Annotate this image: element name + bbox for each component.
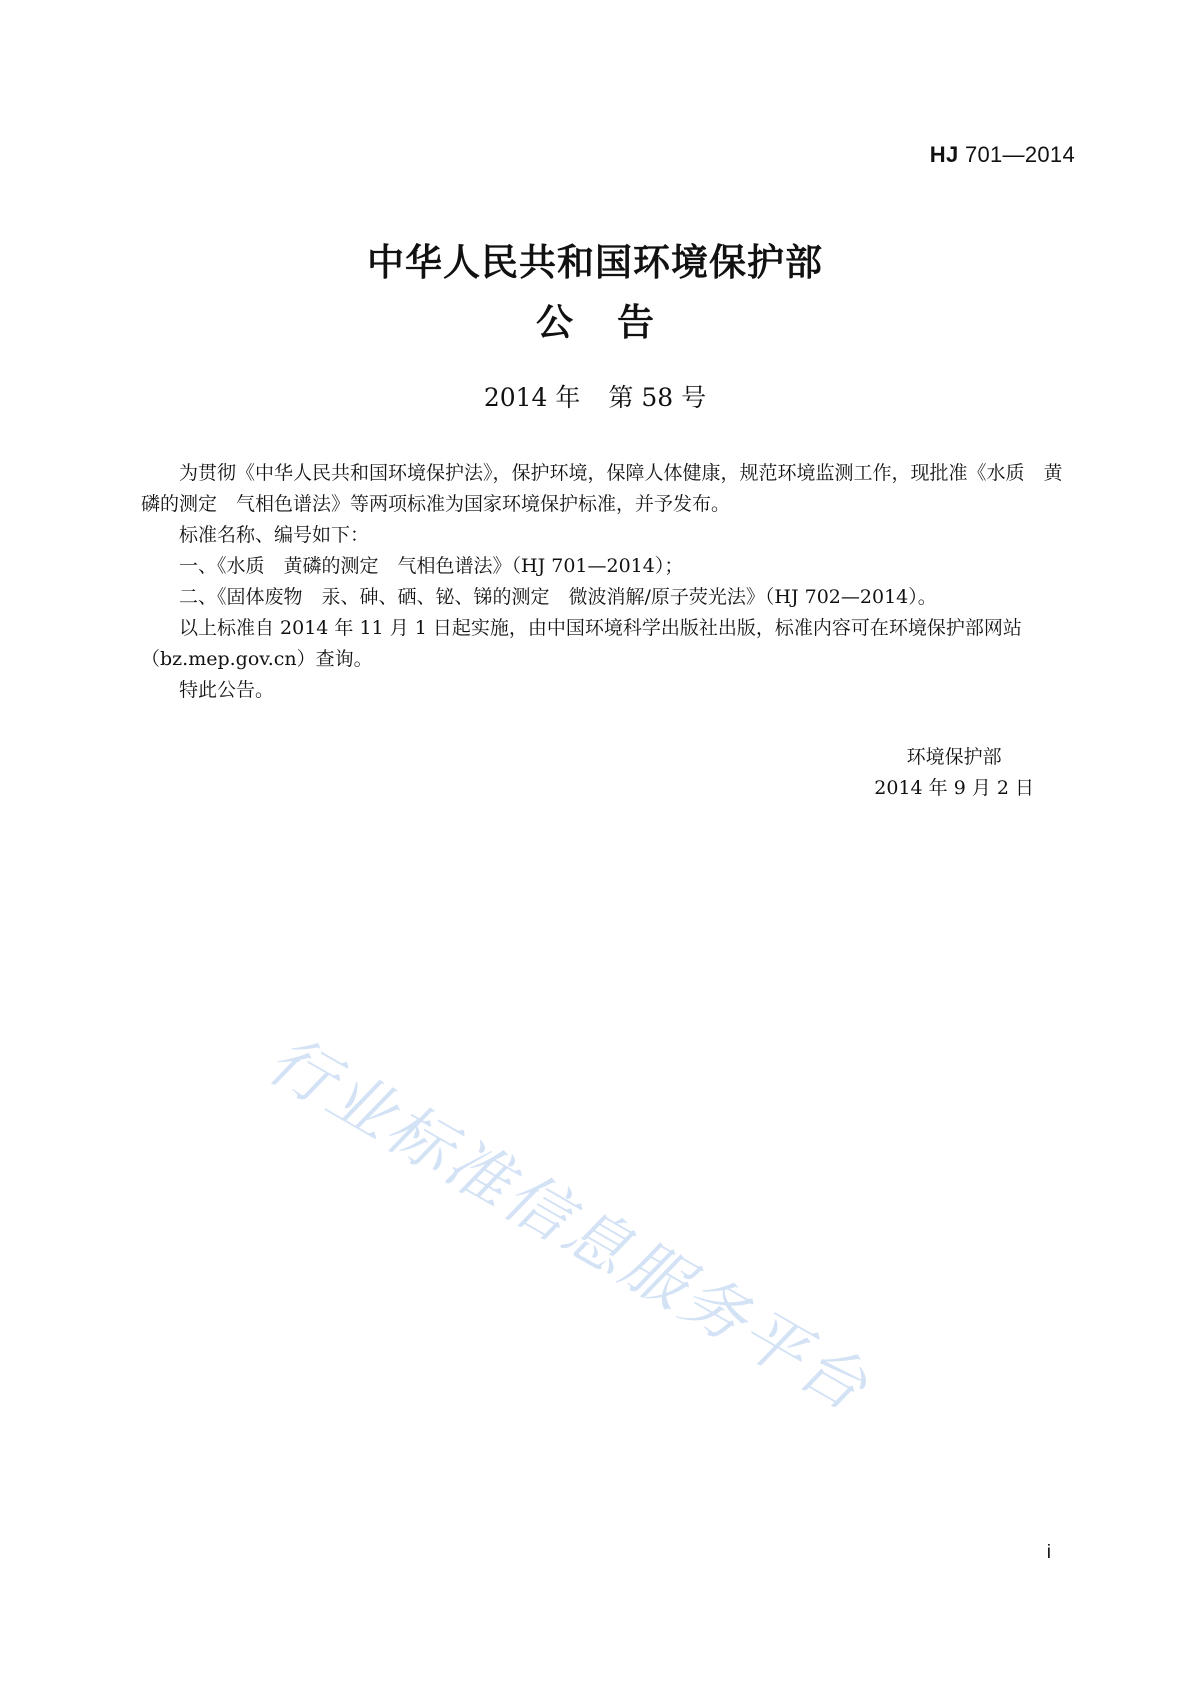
paragraph-standard-2: 二、《固体废物 汞、砷、硒、铋、锑的测定 微波消解/原子荧光法》（HJ 702—2014）。 [179, 586, 937, 608]
signature-org: 环境保护部 [906, 746, 1002, 768]
issue-number-line [0, 378, 1190, 414]
paragraph-intro: 为贯彻《中华人民共和国环境保护法》，保护环境，保障人体健康，规范环境监测工作，现批准《水质 黄磷的测定 气相色谱法》等两项标准为国家环境保护标准，并予发布。 [141, 462, 1063, 515]
paragraph-list-heading: 标准名称、编号如下： [179, 524, 370, 546]
page-subtitle: 公告 [536, 301, 698, 344]
paragraph-standard-1: 一、《水质 黄磷的测定 气相色谱法》（HJ 701—2014）； [179, 555, 684, 577]
issue-year: 2014 年 [483, 383, 581, 412]
signature-block [874, 742, 1034, 804]
paragraph-implementation: 以上标准自 2014 年 11 月 1 日起实施，由中国环境科学出版社出版，标准内容可在环境保护部网站（bz.mep.gov.cn）查询。 [141, 617, 1022, 670]
standard-number: 701—2014 [958, 142, 1075, 167]
signature-date: 2014 年 9 月 2 日 [874, 777, 1034, 799]
watermark: 行业标准信息服务平台 [255, 1022, 882, 1428]
paragraph-closing: 特此公告。 [179, 679, 275, 701]
issue-number: 第 58 号 [608, 383, 707, 412]
page-number: i [1046, 1542, 1051, 1563]
standard-code [930, 142, 1075, 168]
page-title: 中华人民共和国环境保护部 [367, 241, 823, 284]
standard-prefix: HJ [929, 142, 959, 167]
announcement-body [141, 458, 1077, 706]
